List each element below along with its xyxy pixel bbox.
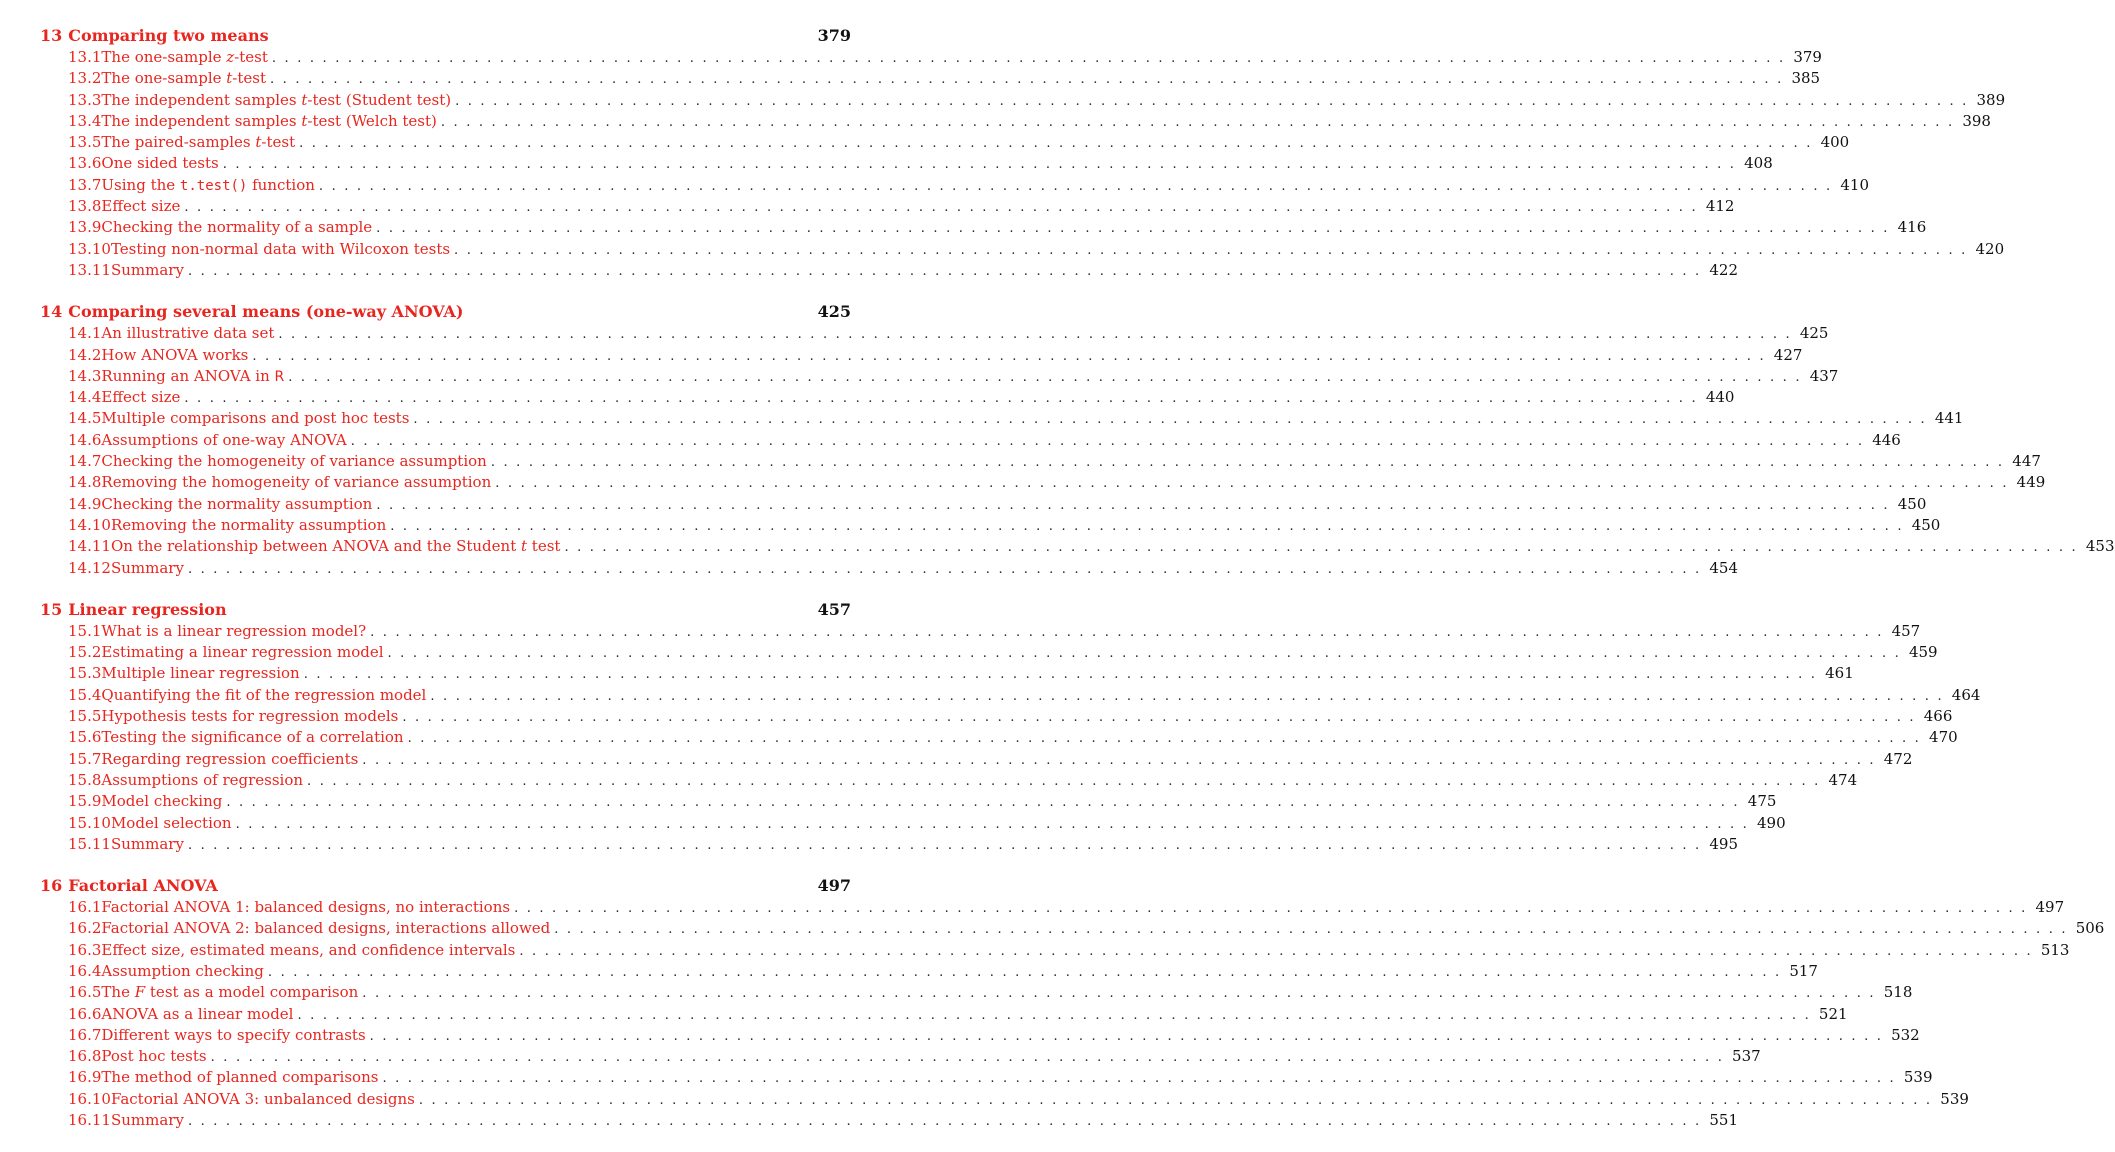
math-symbol: t — [301, 111, 308, 130]
toc-section-entry[interactable] — [40, 218, 1927, 239]
section-number: 13.8 — [68, 197, 102, 216]
toc-chapter — [40, 302, 2115, 580]
toc-chapter — [40, 599, 1981, 856]
chapter-title-link[interactable] — [40, 876, 218, 895]
section-title-link[interactable]: Running an ANOVA in R — [101, 366, 285, 385]
chapter-heading[interactable] — [40, 26, 851, 46]
section-page-number: 497 — [2035, 898, 2065, 917]
toc-section-entry[interactable] — [40, 409, 1964, 430]
chapter-number: 13 — [40, 26, 63, 45]
dot-leader: . . . . . . . . . . . . . . . . . . . . . . . . . . . . . . . . . . . . . . . . . . . . . . . . . . . . . . . . . . . . . . . . . . . . . . . . . . . . . . . . . . . . . . . . . . . . . . . . . . . . . . . . . . . . . . . . . . . . . . . . — [297, 1007, 1811, 1023]
section-title-link[interactable]: An illustrative data set — [101, 324, 275, 343]
toc-section-entry[interactable] — [40, 430, 1901, 452]
section-title-link[interactable]: Regarding regression coefficients — [101, 749, 359, 768]
chapter-page-number: 379 — [817, 26, 851, 45]
section-title-link[interactable]: Assumption checking — [101, 961, 264, 980]
dot-leader: . . . . . . . . . . . . . . . . . . . . . . . . . . . . . . . . . . . . . . . . . . . . . . . . . . . . . . . . . . . . . . . . . . . . . . . . . . . . . . . . . . . . . . . . . . . . . . . . . . . . . . . . . . . . . . . . . . . . . . . . — [362, 752, 1876, 768]
section-number: 15.1 — [68, 621, 102, 640]
section-number: 13.4 — [68, 111, 102, 130]
section-number: 14.4 — [68, 388, 102, 407]
dot-leader: . . . . . . . . . . . . . . . . . . . . . . . . . . . . . . . . . . . . . . . . . . . . . . . . . . . . . . . . . . . . . . . . . . . . . . . . . . . . . . . . . . . . . . . . . . . . . . . . . . . . . . . . . . . . . . . . . . . . . . . . — [271, 51, 1786, 66]
section-number: 13.3 — [68, 90, 102, 109]
section-page-number: 449 — [2016, 473, 2046, 492]
dot-leader: . . . . . . . . . . . . . . . . . . . . . . . . . . . . . . . . . . . . . . . . . . . . . . . . . . . . . . . . . . . . . . . . . . . . . . . . . . . . . . . . . . . . . . . . . . . . . . . . . . . . . . . . . . . . . . . . . . . . . . . . — [454, 242, 1968, 258]
chapter-title-link[interactable] — [40, 600, 227, 619]
section-title-link[interactable]: Estimating a linear regression model — [101, 643, 384, 662]
section-title-link[interactable]: Testing the significance of a correlation — [101, 728, 404, 747]
dot-leader: . . . . . . . . . . . . . . . . . . . . . . . . . . . . . . . . . . . . . . . . . . . . . . . . . . . . . . . . . . . . . . . . . . . . . . . . . . . . . . . . . . . . . . . . . . . . . . . . . . . . . . . . . . . . . . . . . . . . . . . . — [376, 221, 1890, 237]
section-list — [40, 898, 2105, 1132]
section-page-number: 440 — [1705, 388, 1735, 407]
section-number: 13.6 — [68, 154, 102, 173]
toc-section-entry[interactable] — [40, 452, 2041, 473]
section-list — [40, 621, 1981, 856]
section-page-number: 472 — [1883, 749, 1913, 768]
section-title-link[interactable]: Model checking — [101, 792, 223, 811]
dot-leader: . . . . . . . . . . . . . . . . . . . . . . . . . . . . . . . . . . . . . . . . . . . . . . . . . . . . . . . . . . . . . . . . . . . . . . . . . . . . . . . . . . . . . . . . . . . . . . . . . . . . . . . . . . . . . . . . . . . . . . . . — [407, 731, 1922, 747]
section-title-link[interactable]: Quantifying the fit of the regression model — [101, 685, 427, 704]
section-title-link[interactable]: The one-sample t-test — [101, 69, 266, 88]
toc-section-entry[interactable] — [40, 366, 1839, 388]
toc-section-entry[interactable] — [40, 345, 1803, 367]
dot-leader: . . . . . . . . . . . . . . . . . . . . . . . . . . . . . . . . . . . . . . . . . . . . . . . . . . . . . . . . . . . . . . . . . . . . . . . . . . . . . . . . . . . . . . . . . . . . . . . . . . . . . . . . . . . . . . . . . . . . . . . . — [288, 369, 1802, 385]
section-number: 16.8 — [68, 1047, 102, 1066]
dot-leader: . . . . . . . . . . . . . . . . . . . . . . . . . . . . . . . . . . . . . . . . . . . . . . . . . . . . . . . . . . . . . . . . . . . . . . . . . . . . . . . . . . . . . . . . . . . . . . . . . . . . . . . . . . . . . . . . . . . . . . . . — [350, 433, 1865, 449]
dot-leader: . . . . . . . . . . . . . . . . . . . . . . . . . . . . . . . . . . . . . . . . . . . . . . . . . . . . . . . . . . . . . . . . . . . . . . . . . . . . . . . . . . . . . . . . . . . . . . . . . . . . . . . . . . . . . . . . . . . . . . . . — [402, 710, 1916, 726]
section-number: 15.4 — [68, 685, 102, 704]
section-page-number: 551 — [1709, 1111, 1739, 1130]
toc-section-entry[interactable] — [40, 473, 2046, 494]
section-page-number: 416 — [1897, 218, 1927, 237]
section-title-link[interactable]: Factorial ANOVA 2: balanced designs, interactions allowed — [101, 919, 551, 938]
section-number: 13.1 — [68, 48, 102, 66]
chapter-heading[interactable] — [40, 302, 851, 322]
math-symbol: t — [226, 69, 233, 88]
chapter-title-link[interactable] — [40, 302, 463, 321]
section-title-link[interactable]: Effect size — [101, 388, 181, 407]
toc-section-entry[interactable] — [40, 898, 2065, 919]
section-number: 15.10 — [68, 813, 111, 832]
chapter-title: Factorial ANOVA — [68, 876, 218, 896]
section-number: 16.3 — [68, 940, 102, 959]
chapter-heading[interactable] — [40, 600, 851, 620]
chapter-number: 15 — [40, 599, 63, 619]
section-title-link[interactable]: Assumptions of one-way ANOVA — [101, 430, 347, 449]
dot-leader: . . . . . . . . . . . . . . . . . . . . . . . . . . . . . . . . . . . . . . . . . . . . . . . . . . . . . . . . . . . . . . . . . . . . . . . . . . . . . . . . . . . . . . . . . . . . . . . . . . . . . . . . . . . . . . . . . . . . . . . . — [495, 476, 2009, 492]
dot-leader: . . . . . . . . . . . . . . . . . . . . . . . . . . . . . . . . . . . . . . . . . . . . . . . . . . . . . . . . . . . . . . . . . . . . . . . . . . . . . . . . . . . . . . . . . . . . . . . . . . . . . . . . . . . . . . . . . . . . . . . . — [267, 964, 1782, 980]
toc-section-entry[interactable] — [40, 1047, 1761, 1068]
section-page-number: 446 — [1872, 430, 1901, 449]
dot-leader: . . . . . . . . . . . . . . . . . . . . . . . . . . . . . . . . . . . . . . . . . . . . . . . . . . . . . . . . . . . . . . . . . . . . . . . . . . . . . . . . . . . . . . . . . . . . . . . . . . . . . . . . . . . . . . . . . . . . . . . . — [226, 795, 1740, 811]
toc-section-entry[interactable] — [40, 154, 1773, 175]
section-title-link[interactable]: Summary — [110, 834, 184, 853]
section-title-link[interactable]: Summary — [110, 260, 184, 279]
section-title-link[interactable]: One sided tests — [101, 154, 219, 173]
toc-section-entry[interactable] — [40, 48, 1822, 69]
section-page-number: 379 — [1793, 48, 1822, 66]
math-symbol: t — [301, 90, 308, 109]
toc-section-entry[interactable] — [40, 515, 1941, 537]
chapter-page-number: 425 — [817, 302, 851, 322]
section-title-link[interactable]: ANOVA as a linear model — [101, 1004, 294, 1023]
section-number: 14.3 — [68, 366, 102, 385]
dot-leader: . . . . . . . . . . . . . . . . . . . . . . . . . . . . . . . . . . . . . . . . . . . . . . . . . . . . . . . . . . . . . . . . . . . . . . . . . . . . . . . . . . . . . . . . . . . . . . . . . . . . . . . . . . . . . . . . . . . . . . . . — [554, 922, 2068, 938]
section-page-number: 517 — [1789, 961, 1818, 980]
section-page-number: 490 — [1757, 813, 1786, 832]
section-number: 15.5 — [68, 707, 102, 726]
section-title-link[interactable]: Post hoc tests — [101, 1047, 207, 1066]
dot-leader: . . . . . . . . . . . . . . . . . . . . . . . . . . . . . . . . . . . . . . . . . . . . . . . . . . . . . . . . . . . . . . . . . . . . . . . . . . . . . . . . . . . . . . . . . . . . . . . . . . . . . . . . . . . . . . . . . . . . . . . . — [519, 943, 2033, 959]
section-page-number: 459 — [1908, 643, 1938, 662]
toc-section-entry[interactable] — [40, 643, 1938, 664]
section-page-number: 474 — [1828, 770, 1858, 789]
section-number: 15.11 — [68, 834, 111, 853]
toc-section-entry[interactable] — [40, 1004, 1848, 1026]
section-number: 16.5 — [68, 983, 102, 1002]
toc-section-entry[interactable] — [40, 961, 1818, 983]
section-number: 14.6 — [68, 430, 102, 449]
toc-section-entry[interactable] — [40, 728, 1958, 749]
chapter-title: Comparing several means (one-way ANOVA) — [68, 302, 464, 322]
toc-section-entry[interactable] — [40, 260, 1739, 282]
section-number: 13.11 — [68, 260, 111, 279]
toc-section-entry[interactable] — [40, 707, 1953, 728]
code-text: t.test() — [179, 177, 248, 194]
dot-leader: . . . . . . . . . . . . . . . . . . . . . . . . . . . . . . . . . . . . . . . . . . . . . . . . . . . . . . . . . . . . . . . . . . . . . . . . . . . . . . . . . . . . . . . . . . . . . . . . . . . . . . . . . . . . . . . . . . . . . . . . — [252, 348, 1766, 364]
chapter-page-number: 457 — [817, 599, 851, 619]
section-title-link[interactable]: The method of planned comparisons — [101, 1068, 379, 1087]
section-number: 14.9 — [68, 494, 102, 513]
section-title-link[interactable]: Using the t.test() function — [101, 175, 315, 194]
section-page-number: 454 — [1709, 558, 1739, 577]
dot-leader: . . . . . . . . . . . . . . . . . . . . . . . . . . . . . . . . . . . . . . . . . . . . . . . . . . . . . . . . . . . . . . . . . . . . . . . . . . . . . . . . . . . . . . . . . . . . . . . . . . . . . . . . . . . . . . . . . . . . . . . . — [413, 412, 1927, 428]
section-title-link[interactable]: On the relationship between ANOVA and the Student t test — [110, 537, 561, 556]
toc-section-entry[interactable] — [40, 197, 1735, 218]
section-title-link[interactable]: The F test as a model comparison — [101, 983, 359, 1002]
section-page-number: 461 — [1825, 664, 1854, 683]
dot-leader: . . . . . . . . . . . . . . . . . . . . . . . . . . . . . . . . . . . . . . . . . . . . . . . . . . . . . . . . . . . . . . . . . . . . . . . . . . . . . . . . . . . . . . . . . . . . . . . . . . . . . . . . . . . . . . . . . . . . . . . . — [564, 540, 2078, 556]
section-number: 14.1 — [68, 324, 102, 343]
chapter-number: 16 — [40, 876, 63, 896]
section-page-number: 385 — [1791, 69, 1821, 88]
dot-leader: . . . . . . . . . . . . . . . . . . . . . . . . . . . . . . . . . . . . . . . . . . . . . . . . . . . . . . . . . . . . . . . . . . . . . . . . . . . . . . . . . . . . . . . . . . . . . . . . . . . . . . . . . . . . . . . . . . . . . . . . — [390, 518, 1904, 534]
chapter-page-number: 497 — [817, 876, 851, 896]
section-number: 13.5 — [68, 133, 102, 152]
dot-leader: . . . . . . . . . . . . . . . . . . . . . . . . . . . . . . . . . . . . . . . . . . . . . . . . . . . . . . . . . . . . . . . . . . . . . . . . . . . . . . . . . . . . . . . . . . . . . . . . . . . . . . . . . . . . . . . . . . . . . . . . — [299, 136, 1813, 152]
section-title-link[interactable]: The paired-samples t-test — [101, 133, 296, 152]
dot-leader: . . . . . . . . . . . . . . . . . . . . . . . . . . . . . . . . . . . . . . . . . . . . . . . . . . . . . . . . . . . . . . . . . . . . . . . . . . . . . . . . . . . . . . . . . . . . . . . . . . . . . . . . . . . . . . . . . . . . . . . . — [210, 1050, 1725, 1066]
section-number: 14.2 — [68, 345, 102, 364]
toc-section-entry[interactable] — [40, 1111, 1739, 1132]
section-page-number: 400 — [1820, 133, 1850, 152]
section-page-number: 513 — [2040, 940, 2070, 959]
section-page-number: 389 — [1976, 90, 2006, 109]
section-title-link[interactable]: The independent samples t-test (Welch test) — [101, 111, 437, 130]
section-number: 14.11 — [68, 537, 111, 556]
chapter-title: Comparing two means — [68, 26, 269, 45]
dot-leader: . . . . . . . . . . . . . . . . . . . . . . . . . . . . . . . . . . . . . . . . . . . . . . . . . . . . . . . . . . . . . . . . . . . . . . . . . . . . . . . . . . . . . . . . . . . . . . . . . . . . . . . . . . . . . . . . . . . . . . . . — [514, 901, 2028, 917]
section-number: 16.2 — [68, 919, 102, 938]
toc-section-entry[interactable] — [40, 111, 1991, 133]
section-number: 16.9 — [68, 1068, 102, 1087]
section-page-number: 453 — [2085, 537, 2115, 556]
dot-leader: . . . . . . . . . . . . . . . . . . . . . . . . . . . . . . . . . . . . . . . . . . . . . . . . . . . . . . . . . . . . . . . . . . . . . . . . . . . . . . . . . . . . . . . . . . . . . . . . . . . . . . . . . . . . . . . . . . . . . . . . — [187, 1114, 1702, 1130]
dot-leader: . . . . . . . . . . . . . . . . . . . . . . . . . . . . . . . . . . . . . . . . . . . . . . . . . . . . . . . . . . . . . . . . . . . . . . . . . . . . . . . . . . . . . . . . . . . . . . . . . . . . . . . . . . . . . . . . . . . . . . . . — [235, 816, 1749, 832]
section-page-number: 427 — [1773, 345, 1803, 364]
chapter-title: Linear regression — [68, 599, 227, 619]
section-page-number: 422 — [1709, 260, 1739, 279]
section-number: 16.4 — [68, 961, 102, 980]
section-title-link[interactable]: Checking the normality of a sample — [101, 218, 373, 237]
section-title-link[interactable]: Summary — [110, 558, 184, 577]
section-number: 14.10 — [68, 515, 111, 534]
section-number: 13.7 — [68, 175, 102, 194]
section-page-number: 537 — [1732, 1047, 1761, 1066]
section-title-link[interactable]: Removing the homogeneity of variance assumption — [101, 473, 492, 492]
section-number: 13.9 — [68, 218, 102, 237]
section-number: 15.3 — [68, 664, 102, 683]
section-title-link[interactable]: Factorial ANOVA 1: balanced designs, no interactions — [101, 898, 511, 917]
section-number: 14.12 — [68, 558, 111, 577]
section-number: 15.9 — [68, 792, 102, 811]
dot-leader: . . . . . . . . . . . . . . . . . . . . . . . . . . . . . . . . . . . . . . . . . . . . . . . . . . . . . . . . . . . . . . . . . . . . . . . . . . . . . . . . . . . . . . . . . . . . . . . . . . . . . . . . . . . . . . . . . . . . . . . . — [440, 114, 1955, 130]
section-number: 14.7 — [68, 452, 102, 471]
section-page-number: 441 — [1934, 409, 1964, 428]
toc-section-entry[interactable] — [40, 685, 1981, 707]
dot-leader: . . . . . . . . . . . . . . . . . . . . . . . . . . . . . . . . . . . . . . . . . . . . . . . . . . . . . . . . . . . . . . . . . . . . . . . . . . . . . . . . . . . . . . . . . . . . . . . . . . . . . . . . . . . . . . . . . . . . . . . . — [369, 1028, 1884, 1044]
dot-leader: . . . . . . . . . . . . . . . . . . . . . . . . . . . . . . . . . . . . . . . . . . . . . . . . . . . . . . . . . . . . . . . . . . . . . . . . . . . . . . . . . . . . . . . . . . . . . . . . . . . . . . . . . . . . . . . . . . . . . . . . — [376, 497, 1890, 513]
section-page-number: 466 — [1923, 707, 1953, 726]
dot-leader: . . . . . . . . . . . . . . . . . . . . . . . . . . . . . . . . . . . . . . . . . . . . . . . . . . . . . . . . . . . . . . . . . . . . . . . . . . . . . . . . . . . . . . . . . . . . . . . . . . . . . . . . . . . . . . . . . . . . . . . . — [303, 667, 1818, 683]
dot-leader: . . . . . . . . . . . . . . . . . . . . . . . . . . . . . . . . . . . . . . . . . . . . . . . . . . . . . . . . . . . . . . . . . . . . . . . . . . . . . . . . . . . . . . . . . . . . . . . . . . . . . . . . . . . . . . . . . . . . . . . . — [187, 263, 1702, 279]
toc-section-entry[interactable] — [40, 388, 1735, 409]
chapter-heading[interactable] — [40, 876, 851, 896]
r-logo-text: R — [274, 368, 285, 385]
toc-chapter — [40, 26, 2006, 282]
dot-leader: . . . . . . . . . . . . . . . . . . . . . . . . . . . . . . . . . . . . . . . . . . . . . . . . . . . . . . . . . . . . . . . . . . . . . . . . . . . . . . . . . . . . . . . . . . . . . . . . . . . . . . . . . . . . . . . . . . . . . . . . — [418, 1092, 1933, 1108]
toc-section-entry[interactable] — [40, 834, 1739, 856]
section-number: 16.11 — [68, 1111, 111, 1130]
section-title-link[interactable]: Summary — [110, 1111, 184, 1130]
section-page-number: 532 — [1891, 1025, 1920, 1044]
math-symbol: z — [226, 48, 235, 66]
dot-leader: . . . . . . . . . . . . . . . . . . . . . . . . . . . . . . . . . . . . . . . . . . . . . . . . . . . . . . . . . . . . . . . . . . . . . . . . . . . . . . . . . . . . . . . . . . . . . . . . . . . . . . . . . . . . . . . . . . . . . . . . — [490, 455, 2005, 471]
chapter-title-link[interactable] — [40, 26, 269, 45]
section-title-link[interactable]: The one-sample z-test — [101, 48, 268, 66]
section-title-link[interactable]: Checking the homogeneity of variance assumption — [101, 452, 487, 471]
section-title-link[interactable]: Checking the normality assumption — [101, 494, 373, 513]
section-title-link[interactable]: Effect size — [101, 197, 181, 216]
section-list — [40, 48, 2006, 282]
section-number: 16.6 — [68, 1004, 102, 1023]
section-title-link[interactable]: Multiple comparisons and post hoc tests — [101, 409, 410, 428]
dot-leader: . . . . . . . . . . . . . . . . . . . . . . . . . . . . . . . . . . . . . . . . . . . . . . . . . . . . . . . . . . . . . . . . . . . . . . . . . . . . . . . . . . . . . . . . . . . . . . . . . . . . . . . . . . . . . . . . . . . . . . . . — [362, 986, 1876, 1002]
dot-leader: . . . . . . . . . . . . . . . . . . . . . . . . . . . . . . . . . . . . . . . . . . . . . . . . . . . . . . . . . . . . . . . . . . . . . . . . . . . . . . . . . . . . . . . . . . . . . . . . . . . . . . . . . . . . . . . . . . . . . . . . — [270, 72, 1784, 88]
section-page-number: 475 — [1747, 792, 1777, 811]
dot-leader: . . . . . . . . . . . . . . . . . . . . . . . . . . . . . . . . . . . . . . . . . . . . . . . . . . . . . . . . . . . . . . . . . . . . . . . . . . . . . . . . . . . . . . . . . . . . . . . . . . . . . . . . . . . . . . . . . . . . . . . . — [222, 157, 1737, 173]
section-number: 15.7 — [68, 749, 102, 768]
section-title-link[interactable]: Multiple linear regression — [101, 664, 300, 683]
toc-section-entry[interactable] — [40, 792, 1777, 813]
section-page-number: 450 — [1911, 515, 1941, 534]
toc-section-entry[interactable] — [40, 664, 1854, 685]
toc-section-entry[interactable] — [40, 175, 1869, 197]
math-symbol: F — [134, 983, 146, 1002]
section-number: 16.1 — [68, 898, 102, 917]
toc-section-entry[interactable] — [40, 494, 1927, 516]
section-page-number: 539 — [1903, 1068, 1933, 1087]
section-number: 16.7 — [68, 1025, 102, 1044]
section-page-number: 425 — [1799, 324, 1829, 343]
toc-section-entry[interactable] — [40, 770, 1858, 792]
math-symbol: t — [255, 133, 262, 152]
section-title-link[interactable]: What is a linear regression model? — [101, 621, 367, 640]
toc-section-entry[interactable] — [40, 239, 2005, 261]
toc-section-entry[interactable] — [40, 940, 2070, 962]
toc-section-entry[interactable] — [40, 558, 1739, 580]
math-symbol: t — [521, 537, 528, 556]
toc-section-entry[interactable] — [40, 324, 1829, 345]
toc-section-entry[interactable] — [40, 1089, 1969, 1111]
toc-section-entry[interactable] — [40, 813, 1786, 835]
dot-leader: . . . . . . . . . . . . . . . . . . . . . . . . . . . . . . . . . . . . . . . . . . . . . . . . . . . . . . . . . . . . . . . . . . . . . . . . . . . . . . . . . . . . . . . . . . . . . . . . . . . . . . . . . . . . . . . . . . . . . . . . — [278, 327, 1792, 343]
dot-leader: . . . . . . . . . . . . . . . . . . . . . . . . . . . . . . . . . . . . . . . . . . . . . . . . . . . . . . . . . . . . . . . . . . . . . . . . . . . . . . . . . . . . . . . . . . . . . . . . . . . . . . . . . . . . . . . . . . . . . . . . — [455, 93, 1969, 109]
toc-section-entry[interactable] — [40, 621, 1921, 643]
section-page-number: 464 — [1951, 685, 1981, 704]
toc-section-entry[interactable] — [40, 69, 1821, 90]
section-title-link[interactable]: Model selection — [110, 813, 232, 832]
section-title-link[interactable]: Factorial ANOVA 3: unbalanced designs — [110, 1089, 415, 1108]
section-number: 16.10 — [68, 1089, 111, 1108]
dot-leader: . . . . . . . . . . . . . . . . . . . . . . . . . . . . . . . . . . . . . . . . . . . . . . . . . . . . . . . . . . . . . . . . . . . . . . . . . . . . . . . . . . . . . . . . . . . . . . . . . . . . . . . . . . . . . . . . . . . . . . . . — [184, 200, 1698, 216]
dot-leader: . . . . . . . . . . . . . . . . . . . . . . . . . . . . . . . . . . . . . . . . . . . . . . . . . . . . . . . . . . . . . . . . . . . . . . . . . . . . . . . . . . . . . . . . . . . . . . . . . . . . . . . . . . . . . . . . . . . . . . . . — [318, 178, 1833, 194]
dot-leader: . . . . . . . . . . . . . . . . . . . . . . . . . . . . . . . . . . . . . . . . . . . . . . . . . . . . . . . . . . . . . . . . . . . . . . . . . . . . . . . . . . . . . . . . . . . . . . . . . . . . . . . . . . . . . . . . . . . . . . . . — [387, 646, 1901, 662]
section-number: 14.5 — [68, 409, 102, 428]
dot-leader: . . . . . . . . . . . . . . . . . . . . . . . . . . . . . . . . . . . . . . . . . . . . . . . . . . . . . . . . . . . . . . . . . . . . . . . . . . . . . . . . . . . . . . . . . . . . . . . . . . . . . . . . . . . . . . . . . . . . . . . . — [382, 1071, 1896, 1087]
chapter-number: 14 — [40, 302, 63, 322]
section-number: 15.8 — [68, 770, 102, 789]
section-title-link[interactable]: Different ways to specify contrasts — [101, 1025, 366, 1044]
section-page-number: 408 — [1744, 154, 1773, 173]
toc-section-entry[interactable] — [40, 90, 2006, 112]
section-number: 15.6 — [68, 728, 102, 747]
section-number: 13.10 — [68, 239, 111, 258]
section-page-number: 506 — [2075, 919, 2105, 938]
section-title-link[interactable]: Assumptions of regression — [101, 770, 304, 789]
dot-leader: . . . . . . . . . . . . . . . . . . . . . . . . . . . . . . . . . . . . . . . . . . . . . . . . . . . . . . . . . . . . . . . . . . . . . . . . . . . . . . . . . . . . . . . . . . . . . . . . . . . . . . . . . . . . . . . . . . . . . . . . — [184, 391, 1698, 407]
toc-section-entry[interactable] — [40, 919, 2105, 940]
section-page-number: 450 — [1897, 494, 1927, 513]
section-page-number: 518 — [1883, 983, 1913, 1002]
section-title-link[interactable]: Testing non-normal data with Wilcoxon tests — [110, 239, 451, 258]
toc-section-entry[interactable] — [40, 537, 2115, 558]
toc-section-entry[interactable] — [40, 983, 1913, 1004]
dot-leader: . . . . . . . . . . . . . . . . . . . . . . . . . . . . . . . . . . . . . . . . . . . . . . . . . . . . . . . . . . . . . . . . . . . . . . . . . . . . . . . . . . . . . . . . . . . . . . . . . . . . . . . . . . . . . . . . . . . . . . . . — [307, 773, 1821, 789]
dot-leader: . . . . . . . . . . . . . . . . . . . . . . . . . . . . . . . . . . . . . . . . . . . . . . . . . . . . . . . . . . . . . . . . . . . . . . . . . . . . . . . . . . . . . . . . . . . . . . . . . . . . . . . . . . . . . . . . . . . . . . . . — [430, 688, 1944, 704]
section-page-number: 437 — [1809, 366, 1839, 385]
section-number: 14.8 — [68, 473, 102, 492]
section-page-number: 420 — [1975, 239, 2005, 258]
toc-section-entry[interactable] — [40, 1025, 1920, 1047]
section-list — [40, 324, 2115, 580]
section-number: 15.2 — [68, 643, 102, 662]
section-title-link[interactable]: How ANOVA works — [101, 345, 249, 364]
section-page-number: 410 — [1840, 175, 1869, 194]
section-page-number: 457 — [1891, 621, 1921, 640]
dot-leader: . . . . . . . . . . . . . . . . . . . . . . . . . . . . . . . . . . . . . . . . . . . . . . . . . . . . . . . . . . . . . . . . . . . . . . . . . . . . . . . . . . . . . . . . . . . . . . . . . . . . . . . . . . . . . . . . . . . . . . . . — [187, 837, 1702, 853]
dot-leader: . . . . . . . . . . . . . . . . . . . . . . . . . . . . . . . . . . . . . . . . . . . . . . . . . . . . . . . . . . . . . . . . . . . . . . . . . . . . . . . . . . . . . . . . . . . . . . . . . . . . . . . . . . . . . . . . . . . . . . . . — [370, 624, 1884, 640]
section-page-number: 398 — [1962, 111, 1991, 130]
dot-leader: . . . . . . . . . . . . . . . . . . . . . . . . . . . . . . . . . . . . . . . . . . . . . . . . . . . . . . . . . . . . . . . . . . . . . . . . . . . . . . . . . . . . . . . . . . . . . . . . . . . . . . . . . . . . . . . . . . . . . . . . — [187, 561, 1702, 577]
section-title-link[interactable]: Hypothesis tests for regression models — [101, 707, 399, 726]
section-page-number: 521 — [1818, 1004, 1848, 1023]
section-title-link[interactable]: The independent samples t-test (Student test) — [101, 90, 452, 109]
toc-chapter — [40, 876, 2105, 1132]
section-page-number: 470 — [1929, 728, 1958, 747]
section-title-link[interactable]: Removing the normality assumption — [110, 515, 387, 534]
section-page-number: 447 — [2012, 452, 2041, 471]
toc-section-entry[interactable] — [40, 749, 1913, 771]
toc-section-entry[interactable] — [40, 1068, 1933, 1089]
section-page-number: 412 — [1705, 197, 1735, 216]
toc-section-entry[interactable] — [40, 133, 1850, 154]
section-number: 13.2 — [68, 69, 102, 88]
section-page-number: 495 — [1709, 834, 1739, 853]
section-title-link[interactable]: Effect size, estimated means, and confidence intervals — [101, 940, 516, 959]
section-page-number: 539 — [1940, 1089, 1969, 1108]
table-of-contents — [40, 26, 2115, 1152]
